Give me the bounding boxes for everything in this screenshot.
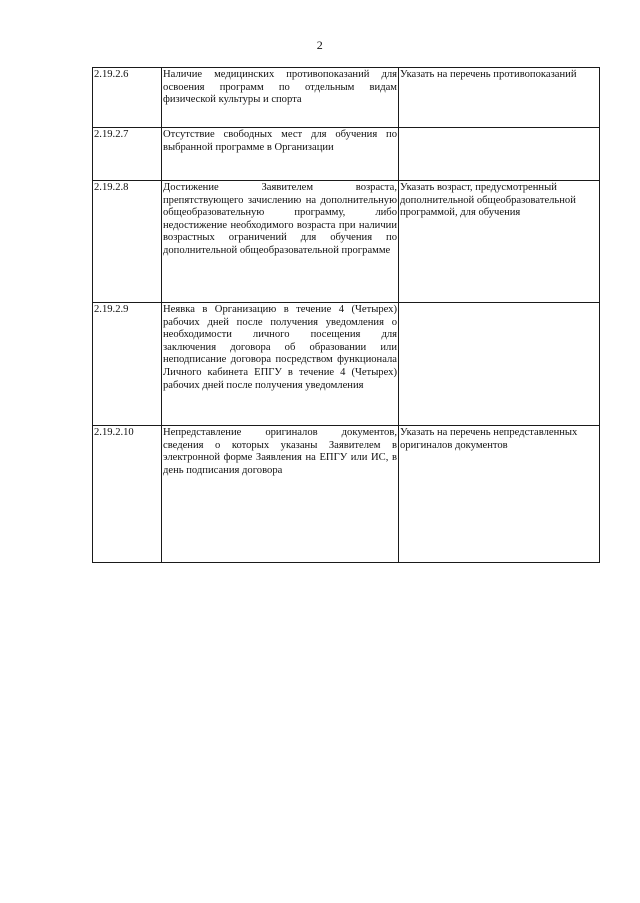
row-reason: Непредставление оригиналов документов, сведения о которых указаны Заявителем в электронной форме Заявления на ЕПГУ или ИС, в день подписания договора [162, 426, 399, 563]
row-note [399, 128, 600, 181]
row-number: 2.19.2.6 [93, 68, 162, 128]
row-reason: Достижение Заявителем возраста, препятствующего зачислению на дополнительную общеобразовательную программу, либо недостижение необходимого возраста при наличии возрастных ограничений для обучения по дополнительной общеобразовательной программе [162, 181, 399, 303]
row-number: 2.19.2.7 [93, 128, 162, 181]
row-reason: Неявка в Организацию в течение 4 (Четырех) рабочих дней после получения уведомления о необходимости личного посещения для заключения договора об образовании или неподписание договора посредством функционала Личного кабинета ЕПГУ в течение 4 (Четырех) рабочих дней после получения уведомления [162, 303, 399, 426]
table-row [93, 303, 600, 426]
table-row [93, 128, 600, 181]
row-note [399, 303, 600, 426]
page-number: 2 [316, 38, 324, 52]
row-number: 2.19.2.10 [93, 426, 162, 563]
table-row [93, 68, 600, 128]
row-reason: Наличие медицинских противопоказаний для освоения программ по отдельным видам физической культуры и спорта [162, 68, 399, 128]
refusal-reasons-table [92, 67, 600, 563]
row-note: Указать на перечень противопоказаний [399, 68, 600, 128]
row-number: 2.19.2.8 [93, 181, 162, 303]
row-number: 2.19.2.9 [93, 303, 162, 426]
table-row [93, 181, 600, 303]
row-reason: Отсутствие свободных мест для обучения по выбранной программе в Организации [162, 128, 399, 181]
row-note: Указать на перечень непредставленных оригиналов документов [399, 426, 600, 563]
table-row [93, 426, 600, 563]
row-note: Указать возраст, предусмотренный дополнительной общеобразовательной программой, для обучения [399, 181, 600, 303]
